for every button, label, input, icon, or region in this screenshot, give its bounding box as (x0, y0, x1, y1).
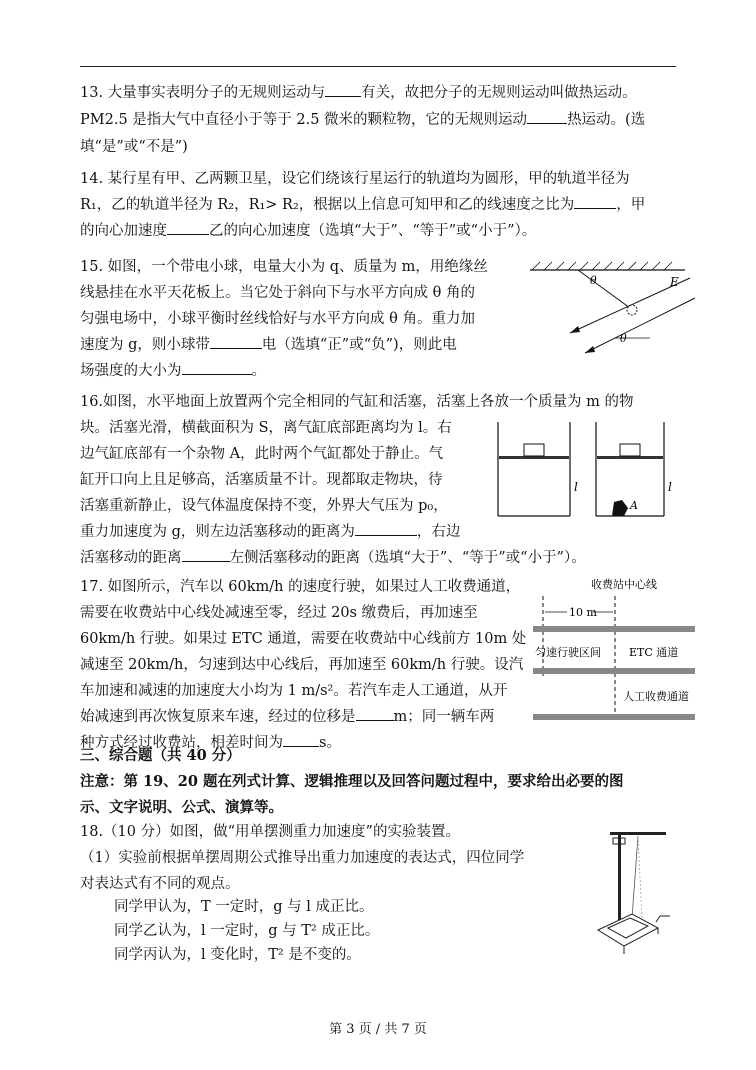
section-note-line1: 注意：第 19、20 题在列式计算、逻辑推理以及回答问题过程中，要求给出必要的图 (80, 773, 624, 790)
q16-line6: 重力加速度为 g，则左边活塞移动的距离为 ，右边 (80, 519, 460, 546)
q18-line2: （1）实验前根据单摆周期公式推导出重力加速度的表达式，四位同学 (80, 850, 525, 866)
q13-line1: 13. 大量事实表明分子的无规则运动与 有关，故把分子的无规则运动叫做热运动。 (80, 80, 637, 107)
fig-etc-label: ETC 通道 (629, 646, 679, 659)
fig-uniform-zone-label: 匀速行驶区间 (535, 646, 601, 659)
q17-line1: 17. 如图所示，汽车以 60km/h 的速度行驶，如果过人工收费通道， (80, 579, 521, 595)
q18-line5: 同学乙认为，l 一定时，g 与 T² 成正比。 (114, 923, 380, 939)
q14-blank-1[interactable] (574, 192, 616, 209)
q16-blank-2[interactable] (182, 545, 230, 562)
q15-line2: 线悬挂在水平天花板上。当它处于斜向下与水平方向成 θ 角的 (80, 285, 475, 301)
header-rule (80, 66, 676, 67)
q15-line1: 15. 如图，一个带电小球，电量大小为 q、质量为 m，用绝缘丝 (80, 259, 488, 275)
q15-figure (520, 258, 700, 358)
fig-theta-2: θ (620, 332, 627, 345)
page-footer: 第 3 页 / 共 7 页 (329, 1022, 427, 1037)
fig-label-A: A (630, 499, 638, 512)
fig-manual-label: 人工收费通道 (623, 690, 689, 703)
pendulum-string (632, 836, 638, 918)
q17-line6: 始减速到再次恢复原来车速，经过的位移是 m；同一辆车两 (80, 704, 494, 731)
q13-line3: 填“是”或“不是”) (80, 139, 188, 155)
q18-line6: 同学丙认为，l 变化时，T² 是不变的。 (114, 947, 361, 963)
q17-line4: 减速至 20km/h，匀速到达中心线后，再加速至 60km/h 行驶。设汽 (80, 657, 524, 673)
thread-line (578, 270, 630, 308)
field-line-2 (585, 298, 695, 353)
fig-10m-label: 10 m (569, 606, 597, 619)
road-edge-top (533, 626, 695, 632)
ceiling-hatch (532, 262, 672, 270)
fig-label-E: E (670, 275, 679, 289)
q16-blank-1[interactable] (355, 519, 417, 536)
q15-blank-2[interactable] (182, 358, 252, 375)
q15-line5: 场强度的大小为 。 (80, 358, 266, 385)
road-edge-bottom (533, 714, 695, 720)
q17-line5: 车加速和减速的加速度大小均为 1 m/s²。若汽车走人工通道，从开 (80, 683, 508, 699)
q17-blank-2[interactable] (283, 730, 319, 747)
q17-figure (533, 576, 697, 726)
q16-line2: 块。活塞光滑，横截面积为 S，离气缸底部距离均为 l。右 (80, 420, 452, 436)
q13-line2: PM2.5 是指大气中直径小于等于 2.5 微米的颗粒物，它的无规则运动 热运动。(选 (80, 107, 645, 134)
q16-line5: 活塞重新静止，设气体温度保持不变，外界大气压为 p₀， (80, 498, 448, 514)
left-cylinder (498, 422, 570, 516)
fig-center-line-label: 收费站中心线 (591, 578, 657, 591)
q14-line2: R₁，乙的轨道半径为 R₂，R₁> R₂，根据以上信息可知甲和乙的线速度之比为 ，甲 (80, 192, 645, 219)
q17-line3: 60km/h 行驶。如果过 ETC 通道，需要在收费站中心线前方 10m 处 (80, 631, 527, 647)
q18-line3: 对表达式有不同的观点。 (80, 876, 240, 892)
q16-line4: 缸开口向上且足够高，活塞质量不计。现都取走物块，待 (80, 472, 443, 488)
field-arrow-1 (570, 326, 580, 333)
q17-line7: 种方式经过收费站，相差时间为 s。 (80, 730, 341, 757)
q17-line2: 需要在收费站中心线处减速至零，经过 20s 缴费后，再加速至 (80, 605, 478, 621)
q15-line3: 匀强电场中，小球平衡时丝线恰好与水平方向成 θ 角。重力加 (80, 311, 475, 327)
fig-theta-1: θ (590, 274, 597, 287)
q18-pendulum-figure (560, 822, 670, 962)
q15-blank-1[interactable] (210, 332, 262, 349)
q18-line4: 同学甲认为，T 一定时，g 与 l 成正比。 (114, 899, 374, 915)
fig-label-l-right: l (668, 480, 672, 494)
q16-line7: 活塞移动的距离 左侧活塞移动的距离（选填“大于”、“等于”或“小于”）。 (80, 545, 586, 572)
q15-line4: 速度为 g，则小球带 电（选填“正”或“负”)，则此电 (80, 332, 457, 359)
q18-line1: 18.（10 分）如图，做“用单摆测重力加速度”的实验装置。 (80, 824, 460, 840)
q16-figure (490, 416, 690, 521)
q14-blank-2[interactable] (167, 218, 209, 235)
section-note-line2: 示、文字说明、公式、演算等。 (80, 799, 283, 816)
stand-pole (618, 832, 621, 932)
q14-line3: 的向心加速度 乙的向心加速度（选填“大于”、“等于”或“小于”）。 (80, 218, 536, 245)
section-title: 三、综合题（共 40 分） (80, 747, 241, 764)
fig-label-l-left: l (574, 480, 578, 494)
q13-blank-2[interactable] (527, 107, 567, 124)
q14-line1: 14. 某行星有甲、乙两颗卫星，设它们绕该行星运行的轨道均为圆形，甲的轨道半径为 (80, 171, 630, 187)
q13-blank-1[interactable] (325, 80, 361, 97)
road-divider (533, 668, 695, 674)
q16-line1: 16.如图，水平地面上放置两个完全相同的气缸和活塞，活塞上各放一个质量为 m 的物 (80, 394, 634, 410)
field-arrow-2 (585, 346, 595, 353)
q17-blank-1[interactable] (356, 704, 394, 721)
q16-line3: 边气缸底部有一个杂物 A，此时两个气缸都处于静止。气 (80, 446, 444, 462)
